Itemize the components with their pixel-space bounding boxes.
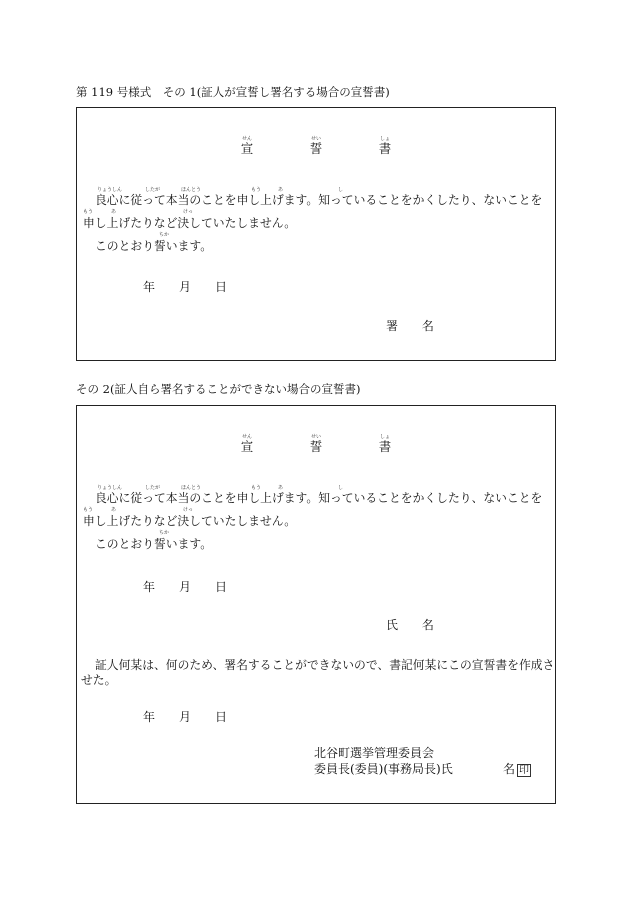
- second-caption: その 2(証人自ら署名することができない場合の宣誓書): [76, 382, 361, 396]
- title-char-sei: せい 誓: [309, 136, 323, 156]
- oath-line-2: もう あ けっ 申し上げたりなど決していたしません。: [83, 209, 297, 230]
- title-char-sho: しょ 書: [378, 136, 392, 156]
- oath-line-1: りょうしん したが ほんとう もう あ し 良心に従って本当のことを申し上げます。知っていることをかくしたり、ないことを: [95, 187, 543, 207]
- title-char-sen-2: せん 宣: [240, 434, 254, 454]
- oath-line-3-2: ちか このとおり誓います。: [95, 530, 213, 551]
- oath-body: [83, 184, 549, 253]
- signature-label: 署 名: [386, 319, 444, 333]
- chair-line: 委員長(委員)(事務局長)氏: [314, 762, 453, 776]
- oath-form-2: せん 宣 せい 誓 しょ 書 りょうしん したが ほんとう もう あ し 良心に従って本当のことを申し上げます。知っていることをかくしたり、ないことを もう あ けっ 申し上げたりなど決していたしません。 ちか このとおり誓います。 年 月 日 氏 名 証人何某は、何のため、署名することができないので、書記何某にこの宣誓書を作成さ せた。 年 月 日 北谷町選挙管理委員会 委員長(委員)(事務局長)氏 名 印: [76, 405, 556, 804]
- title-char-sei-2: せい 誓: [309, 434, 323, 454]
- oath-line-2-2: もう あ けっ 申し上げたりなど決していたしません。: [83, 507, 297, 528]
- oath-body-2: [83, 482, 549, 551]
- name-label: 氏 名: [386, 618, 444, 632]
- proxy-statement-line-1: 証人何某は、何のため、署名することができないので、書記何某にこの宣誓書を作成さ: [95, 658, 555, 672]
- chair-name-label: 名 印: [503, 762, 530, 776]
- committee-name: 北谷町選挙管理委員会: [314, 746, 435, 760]
- title-char-sen: せん 宣: [240, 136, 254, 156]
- oath-form-1: せん 宣 せい 誓 しょ 書 りょうしん したが ほんとう もう あ し 良心に従って本当のことを申し上げます。知っていることをかくしたり、ないことを もう あ けっ 申し上げたりなど決していたしません。 ちか このとおり誓います。 年 月 日 署 名: [76, 107, 556, 361]
- oath-line-3: ちか このとおり誓います。: [95, 232, 213, 253]
- form-caption: 第 119 号様式 その 1(証人が宣誓し署名する場合の宣誓書): [76, 85, 390, 99]
- oath-line-1-2: りょうしん したが ほんとう もう あ し 良心に従って本当のことを申し上げます。知っていることをかくしたり、ないことを: [95, 485, 543, 505]
- proxy-statement-line-2: せた。: [81, 673, 117, 687]
- seal-mark: 印: [519, 765, 530, 776]
- title-char-sho-2: しょ 書: [378, 434, 392, 454]
